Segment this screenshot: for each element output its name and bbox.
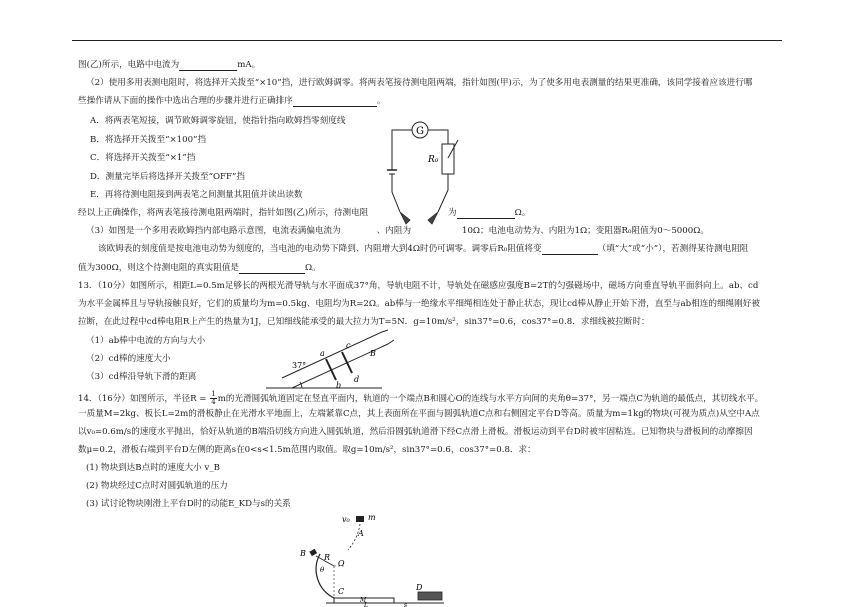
label-b: b <box>336 381 342 390</box>
text: 些操作请从下面的操作中选出合理的步骤并进行正确排序 <box>78 96 293 106</box>
text: mA。 <box>237 60 261 70</box>
answer-blank[interactable] <box>179 61 237 71</box>
label-theta: θ <box>320 566 325 574</box>
q14-line-1 <box>78 391 763 406</box>
probe-icon <box>428 212 438 224</box>
text: Ω。 <box>305 263 321 273</box>
q13-line-3: 拉断，在此过程中cd棒电阻R上产生的热量为1J，已知细线能承受的最大拉力为T=5N．g=10m/s²，sin37°=0.6，cos37°=0.8．求细线被拉断时： <box>78 317 650 327</box>
circular-track-figure <box>286 510 446 607</box>
label-L: L <box>364 602 368 607</box>
circuit-wire <box>392 174 400 212</box>
text: （填“大”或“小”），若测得某待测电阻阻 <box>597 244 749 254</box>
answer-blank[interactable] <box>293 97 377 107</box>
text: m <box>217 394 226 404</box>
q13-line-2: 为水平金属棒且与导轨接触良好，它们的质量均为m=0.5kg、电阻均为R=2Ω。ab棒与一绝缘水平细绳相连处于静止状态，现让cd棒从静止开始下滑，直至与ab相连的细绳刚好被 <box>78 299 760 309</box>
text: 。 <box>376 96 386 106</box>
option-a: A．将两表笔短接，调节欧姆调零旋钮，使指针指向欧姆挡零刻度线 <box>90 116 346 126</box>
q14-part-1: (1) 物块到达B点时的速度大小 v_B <box>86 463 220 473</box>
header-rule <box>72 40 782 41</box>
block-icon <box>309 549 317 556</box>
text-line-3 <box>78 96 385 107</box>
text-line-9 <box>78 208 368 219</box>
label-s: s <box>404 602 408 607</box>
label-R: R <box>324 553 331 562</box>
label-C: C <box>338 587 345 596</box>
text-line-12 <box>78 263 321 274</box>
q13-part-1: （1）ab棒中电流的方向与大小 <box>86 336 206 346</box>
text: 为 <box>448 208 457 218</box>
fraction-numerator: 1 <box>211 390 216 398</box>
label-B: B <box>300 549 306 558</box>
label-c: c <box>346 341 351 350</box>
label-v0: v₀ <box>342 515 350 524</box>
label-field-b: B <box>370 349 376 358</box>
rail-end <box>382 330 394 344</box>
text-line-10 <box>86 226 411 237</box>
text: 、内阻为 <box>376 226 412 236</box>
label-a: a <box>320 349 325 358</box>
rheostat-icon <box>442 144 454 174</box>
label-d: d <box>354 375 360 384</box>
rheostat-label: R₀ <box>428 155 439 165</box>
text: 的光滑圆弧轨道固定在竖直平面内，轨道的一个端点B和圆心O的连线与水平方向间的夹角θ=37°，另一端点C为轨道的最低点，其切线水平。 <box>225 394 764 404</box>
text: 值为300Ω，则这个待测电阻的真实阻值是 <box>78 263 240 273</box>
option-b: B．将选择开关拨至“×100”挡 <box>90 135 207 145</box>
text-line-11 <box>98 244 748 255</box>
label-m: m <box>368 513 376 522</box>
option-d: D．测量完毕后将选择开关拨至“OFF”挡 <box>90 172 245 182</box>
rod-ab <box>326 359 336 380</box>
ohmmeter-circuit-figure <box>378 116 473 226</box>
platform-d <box>418 592 442 600</box>
q13-part-3: （3）cd棒沿导轨下滑的距离 <box>86 372 197 382</box>
q14-line-2: 一质量M=2kg、板长L=2m的滑板静止在光滑水平地面上，左端紧靠C点，其上表面所在平面与圆弧轨道C点和右侧固定平台D等高。质量为m=1kg的物块(可视为质点)从空中A点 <box>78 409 760 419</box>
block-m-icon <box>356 516 364 522</box>
q14-line-3: 以v₀=0.6m/s的速度水平抛出，恰好从轨道的B端沿切线方向进入圆弧轨道，然后沿圆弧轨道滑下经C点滑上滑板。滑板运动到平台D时被牢固粘连。已知物块与滑板间的动摩擦因 <box>78 427 753 437</box>
q14-part-3: (3) 试讨论物块刚滑上平台D时的动能E_KD与s的关系 <box>86 499 291 509</box>
q13-line-1: 13．（10分）如图所示，相距L=0.5m足够长的两根光滑导轨与水平面成37°角，导轨电阻不计，导轨处在磁感应强度B=2T的匀强磁场中，磁场方向垂直导轨平面斜向上。ab、cd <box>78 281 759 291</box>
probe-icon <box>400 212 410 224</box>
angle-arc <box>300 382 302 388</box>
fraction <box>210 391 216 406</box>
text-line-2: （2）使用多用表测电阻时，将选择开关拨至“×10”挡，进行欧姆调零。将两表笔接待测电阻两端，指针如图(甲)示，为了使多用电表测量的结果更准确，该同学接着应该进行哪 <box>86 78 753 88</box>
label-D: D <box>416 583 423 592</box>
text-line-1 <box>78 60 260 71</box>
text: （3）如图是一个多用表欧姆挡内部电路示意图，电流表满偏电流为 <box>86 226 341 236</box>
option-e: E．再将待测电阻接到两表笔之间测量其阻值并读出读数 <box>90 190 303 200</box>
label-M: M <box>360 597 367 604</box>
answer-blank[interactable] <box>542 245 598 255</box>
text: 图(乙)所示，电路中电流为 <box>78 60 180 70</box>
label-O: O <box>338 559 345 568</box>
inclined-rails-figure <box>262 326 402 392</box>
galvanometer-label: G <box>416 126 424 137</box>
text: 14．（16分）如图所示，半径R = <box>78 394 207 404</box>
circuit-wire <box>438 174 448 212</box>
q14-part-2: (2) 物块经过C点时对圆弧轨道的压力 <box>86 481 228 491</box>
q13-part-2: （2）cd棒的速度大小 <box>86 354 171 364</box>
fraction-denominator: 4 <box>211 398 216 406</box>
rod-cd <box>342 352 352 373</box>
answer-blank[interactable] <box>239 264 305 274</box>
text: Ω。 <box>514 208 531 218</box>
label-A: A <box>358 529 364 538</box>
text-line-10-right: 10Ω；电池电动势为、内阻为1Ω；变阻器R₀阻值为0～5000Ω。 <box>462 226 709 236</box>
option-c: C．将选择开关拨至“×1”挡 <box>90 153 196 163</box>
text: 经以上正确操作，将两表笔接待测电阻两端时，指针如图(乙)所示，待测电阻 <box>78 208 369 218</box>
q14-line-4: 数μ=0.2，滑板右端到平台D左侧的距离s在0<s<1.5m范围内取值。取g=10m/s²，sin37°=0.6，cos37°=0.8．求： <box>78 445 536 455</box>
angle-label: 37° <box>292 361 307 370</box>
text: 该欧姆表的刻度值是按电池电动势为刻度的，当电池的电动势下降到、内阻增大到4Ω时仍可调零。调零后R₀阻值将变 <box>98 244 542 254</box>
